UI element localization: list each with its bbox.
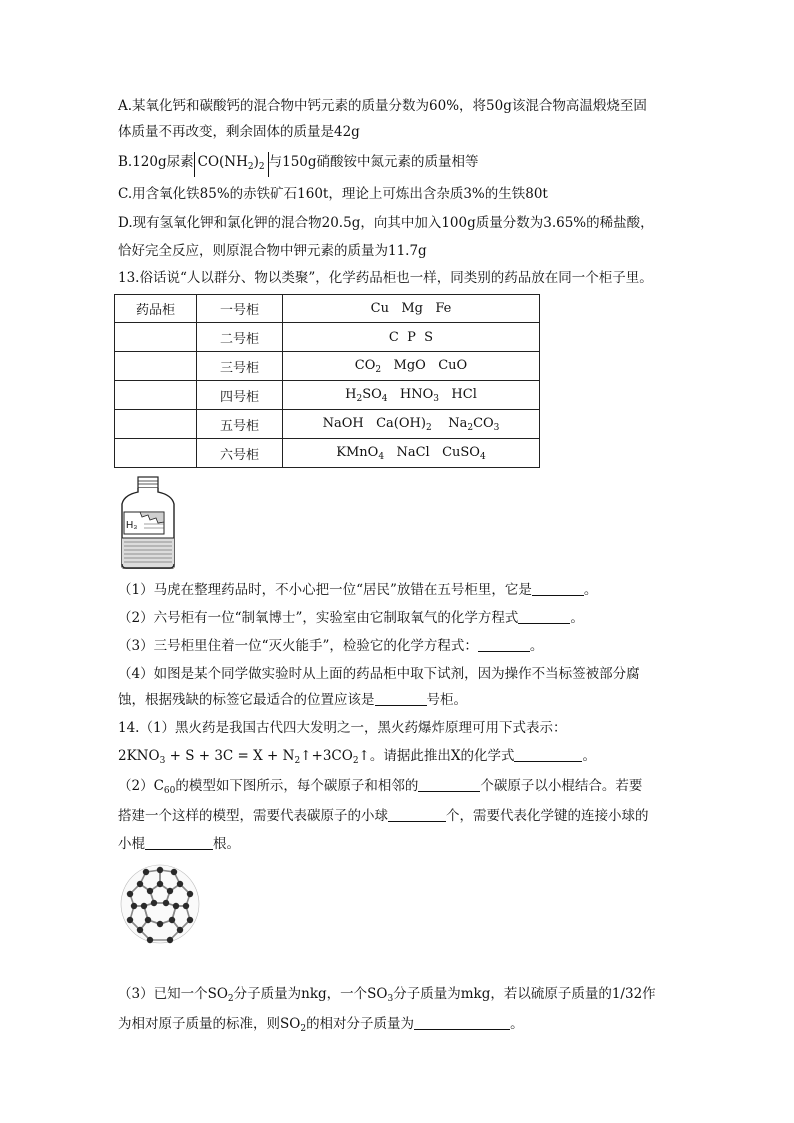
cabinet-items: $CO_2$ MgO CuO xyxy=(283,352,540,381)
cabinet-name: 二号柜 xyxy=(197,323,283,352)
cabinet-name: 四号柜 xyxy=(197,381,283,410)
cabinet-name: 一号柜 xyxy=(197,295,283,323)
cabinet-items: NaOH $Ca(OH)_2$ $Na_2CO_3$ xyxy=(283,410,540,439)
cabinet-name: 六号柜 xyxy=(197,439,283,468)
answer-blank[interactable] xyxy=(414,1015,510,1030)
q14-part2-line2: 搭建一个这样的模型，需要代表碳原子的小球 个，需要代表化学键的连接小球的 xyxy=(118,808,649,824)
q12-option-a-line2: 体质量不再改变，剩余固体的质量是42g xyxy=(118,124,360,140)
q12-option-d-line2: 恰好完全反应，则原混合物中钾元素的质量为11.7g xyxy=(118,243,427,259)
cabinet-table xyxy=(114,294,540,468)
q14-part3-line1: （3）已知一个$SO_2$分子质量为nkg，一个$SO_3$分子质量为mkg，若以硫原子质量的1/32作 xyxy=(118,986,656,1004)
q14-part2-line3: 小棍 根。 xyxy=(118,836,240,852)
answer-blank[interactable] xyxy=(388,807,446,822)
q13-part2: （2）六号柜有一位“制氧博士”，实验室由它制取氧气的化学方程式 。 xyxy=(118,610,584,626)
answer-blank[interactable] xyxy=(375,691,427,706)
table-row xyxy=(115,352,540,381)
cabinet-name: 三号柜 xyxy=(197,352,283,381)
cabinet-name: 五号柜 xyxy=(197,410,283,439)
q12-option-d-line1: D.现有氢氧化钾和氯化钾的混合物20.5g，向其中加入100g质量分数为3.65%的稀盐酸， xyxy=(118,215,654,231)
table-row xyxy=(115,323,540,352)
table-row xyxy=(115,439,540,468)
q13-part4-line1: （4）如图是某个同学做实验时从上面的药品柜中取下试剂，因为操作不当标签被部分腐 xyxy=(118,666,640,682)
answer-blank[interactable] xyxy=(418,777,480,792)
table-row xyxy=(115,295,540,323)
reagent-bottle-image xyxy=(118,476,182,570)
answer-blank[interactable] xyxy=(532,581,584,596)
urea-formula: $CO(NH_2)_2$ xyxy=(194,152,269,177)
q12-option-a-line1: A.某氧化钙和碳酸钙的混合物中钙元素的质量分数为60%，将50g该混合物高温煅烧至固 xyxy=(118,98,647,114)
table-header-cell: 药品柜 xyxy=(115,295,197,323)
answer-blank[interactable] xyxy=(478,637,530,652)
bottle-label-text: H₃ xyxy=(126,520,138,531)
q12-option-b: B.120g尿素 $CO(NH_2)_2$ 与150g硝酸铵中氮元素的质量相等 xyxy=(118,152,479,177)
cabinet-items: KMnO$_4$ NaCl CuSO$_4$ xyxy=(283,439,540,468)
q12-option-c: C.用含氧化铁85%的赤铁矿石160t，理论上可炼出含杂质3%的生铁80t xyxy=(118,186,548,202)
answer-blank[interactable] xyxy=(518,609,570,624)
table-row xyxy=(115,410,540,439)
cabinet-items: C P S xyxy=(283,323,540,352)
c60-model-image xyxy=(118,862,202,946)
q14-part1-line2: $2KNO_3 + S + 3C = X$ + $N_2↑+3CO_2↑$。请据此推出X的化学式 。 xyxy=(118,748,596,766)
q13-part4-line2: 蚀，根据残缺的标签它最适合的位置应该是 号柜。 xyxy=(118,692,467,708)
q14-part3-line2: 为相对原子质量的标准，则$SO_2$的相对分子质量为 。 xyxy=(118,1016,524,1034)
q13-part1: （1）马虎在整理药品时，不小心把一位“居民”放错在五号柜里，它是 。 xyxy=(118,582,598,598)
gunpowder-equation: $2KNO_3 + S + 3C = X$ + $N_2↑+3CO_2↑$ xyxy=(118,748,370,766)
cabinet-items: $H_2SO_4$ $HNO_3$ HCl xyxy=(283,381,540,410)
q14-part1-line1: 14.（1）黑火药是我国古代四大发明之一，黑火药爆炸原理可用下式表示： xyxy=(118,720,567,736)
q13-intro: 13.俗话说“人以群分、物以类聚”，化学药品柜也一样，同类别的药品放在同一个柜子里。 xyxy=(118,270,653,286)
answer-blank[interactable] xyxy=(514,747,582,762)
answer-blank[interactable] xyxy=(145,835,213,850)
q13-part3: （3）三号柜里住着一位“灭火能手”，检验它的化学方程式： 。 xyxy=(118,638,544,654)
table-row xyxy=(115,381,540,410)
q14-part2-line1: $(2)C_{60}$的模型如下图所示，每个碳原子和相邻的 个碳原子以小棍结合。若要 xyxy=(118,778,643,796)
cabinet-items: Cu Mg Fe xyxy=(283,295,540,323)
